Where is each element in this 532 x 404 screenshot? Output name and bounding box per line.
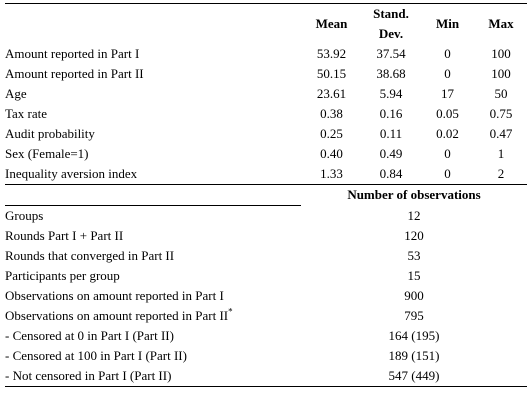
- table-row: [5, 346, 527, 366]
- row-label: Observations on amount reported in Part I: [5, 288, 224, 303]
- cell-count: 120: [404, 228, 424, 243]
- table-row: [5, 306, 527, 326]
- table-row: [5, 124, 527, 144]
- table-row: [5, 246, 527, 266]
- table-row: [5, 206, 527, 227]
- cell-max: 100: [491, 46, 511, 61]
- row-label: Tax rate: [5, 106, 48, 121]
- cell-count: 53: [407, 248, 421, 263]
- table-row: [5, 366, 527, 387]
- row-label: Sex (Female=1): [5, 146, 89, 161]
- row-label: Participants per group: [5, 268, 120, 283]
- cell-sd: 5.94: [379, 86, 403, 101]
- cell-sd: 37.54: [376, 46, 406, 61]
- header-std-dev-line2: Dev.: [378, 26, 404, 41]
- table-row: [5, 84, 527, 104]
- cell-min: 17: [441, 86, 454, 101]
- cell-mean: 1.33: [320, 166, 343, 181]
- footnote-marker: *: [228, 306, 233, 317]
- cell-min: 0: [444, 66, 451, 81]
- cell-mean: 0.25: [320, 126, 343, 141]
- row-label: Groups: [5, 208, 44, 223]
- header-max: Max: [475, 4, 527, 45]
- row-label: Inequality aversion index: [5, 166, 138, 181]
- cell-count: 15: [407, 268, 421, 283]
- cell-sd: 0.49: [379, 146, 403, 161]
- row-label: - Censored at 0 in Part I (Part II): [5, 328, 174, 343]
- cell-sd: 0.16: [379, 106, 403, 121]
- cell-max: 0.75: [489, 106, 513, 121]
- table-header-row: [5, 4, 527, 45]
- cell-min: 0: [444, 166, 451, 181]
- row-label-text: Observations on amount reported in Part II: [5, 308, 229, 323]
- cell-sd: 0.11: [379, 126, 403, 141]
- cell-max: 50: [494, 86, 508, 101]
- cell-min: 0.05: [436, 106, 459, 121]
- row-label: Age: [5, 86, 27, 101]
- row-label: - Not censored in Part I (Part II): [5, 366, 301, 387]
- cell-max: 1: [497, 146, 505, 161]
- cell-mean: 0.38: [320, 106, 343, 121]
- table-row: [5, 266, 527, 286]
- row-label: Audit probability: [5, 126, 95, 141]
- row-label: Amount reported in Part II: [5, 66, 144, 81]
- cell-count: 547 (449): [301, 366, 527, 387]
- observations-section-title: Number of observations: [301, 185, 527, 206]
- header-mean: Mean: [301, 4, 362, 45]
- table-row: [5, 44, 527, 64]
- cell-count: 164 (195): [388, 328, 440, 343]
- cell-sd: 0.84: [379, 166, 403, 181]
- table-row: [5, 164, 527, 185]
- row-label: Amount reported in Part I: [5, 46, 140, 61]
- header-std-dev: [362, 4, 420, 45]
- observations-header-row: [5, 185, 527, 206]
- cell-sd: 38.68: [376, 66, 406, 81]
- cell-min: 0: [444, 146, 451, 161]
- row-label: Rounds that converged in Part II: [5, 248, 175, 263]
- table-row: [5, 104, 527, 124]
- observations-header-blank-cell: [5, 185, 301, 206]
- cell-max: 0.47: [489, 126, 513, 141]
- table-row: [5, 144, 527, 164]
- cell-count: 900: [404, 288, 424, 303]
- table-row: [5, 286, 527, 306]
- cell-count: 12: [407, 207, 421, 223]
- table-row: [5, 64, 527, 84]
- cell-count: 795: [404, 308, 424, 323]
- header-std-dev-line1: Stand.: [373, 6, 409, 21]
- cell-mean: 0.40: [320, 146, 343, 161]
- header-min: Min: [420, 4, 475, 45]
- table-row: [5, 326, 527, 346]
- cell-mean: 23.61: [316, 86, 347, 101]
- row-label: Rounds Part I + Part II: [5, 228, 124, 243]
- cell-mean: 53.92: [316, 46, 347, 61]
- row-label-with-footnote: [5, 306, 301, 326]
- cell-count: 189 (151): [388, 348, 440, 363]
- cell-max: 100: [491, 66, 511, 81]
- table-row: [5, 226, 527, 246]
- cell-min: 0: [444, 46, 451, 61]
- descriptive-statistics-table: [5, 3, 527, 387]
- cell-max: 2: [497, 166, 505, 181]
- header-blank-cell: [5, 4, 301, 45]
- cell-min: 0.02: [436, 126, 459, 141]
- cell-mean: 50.15: [316, 66, 347, 81]
- row-label: - Censored at 100 in Part I (Part II): [5, 348, 187, 363]
